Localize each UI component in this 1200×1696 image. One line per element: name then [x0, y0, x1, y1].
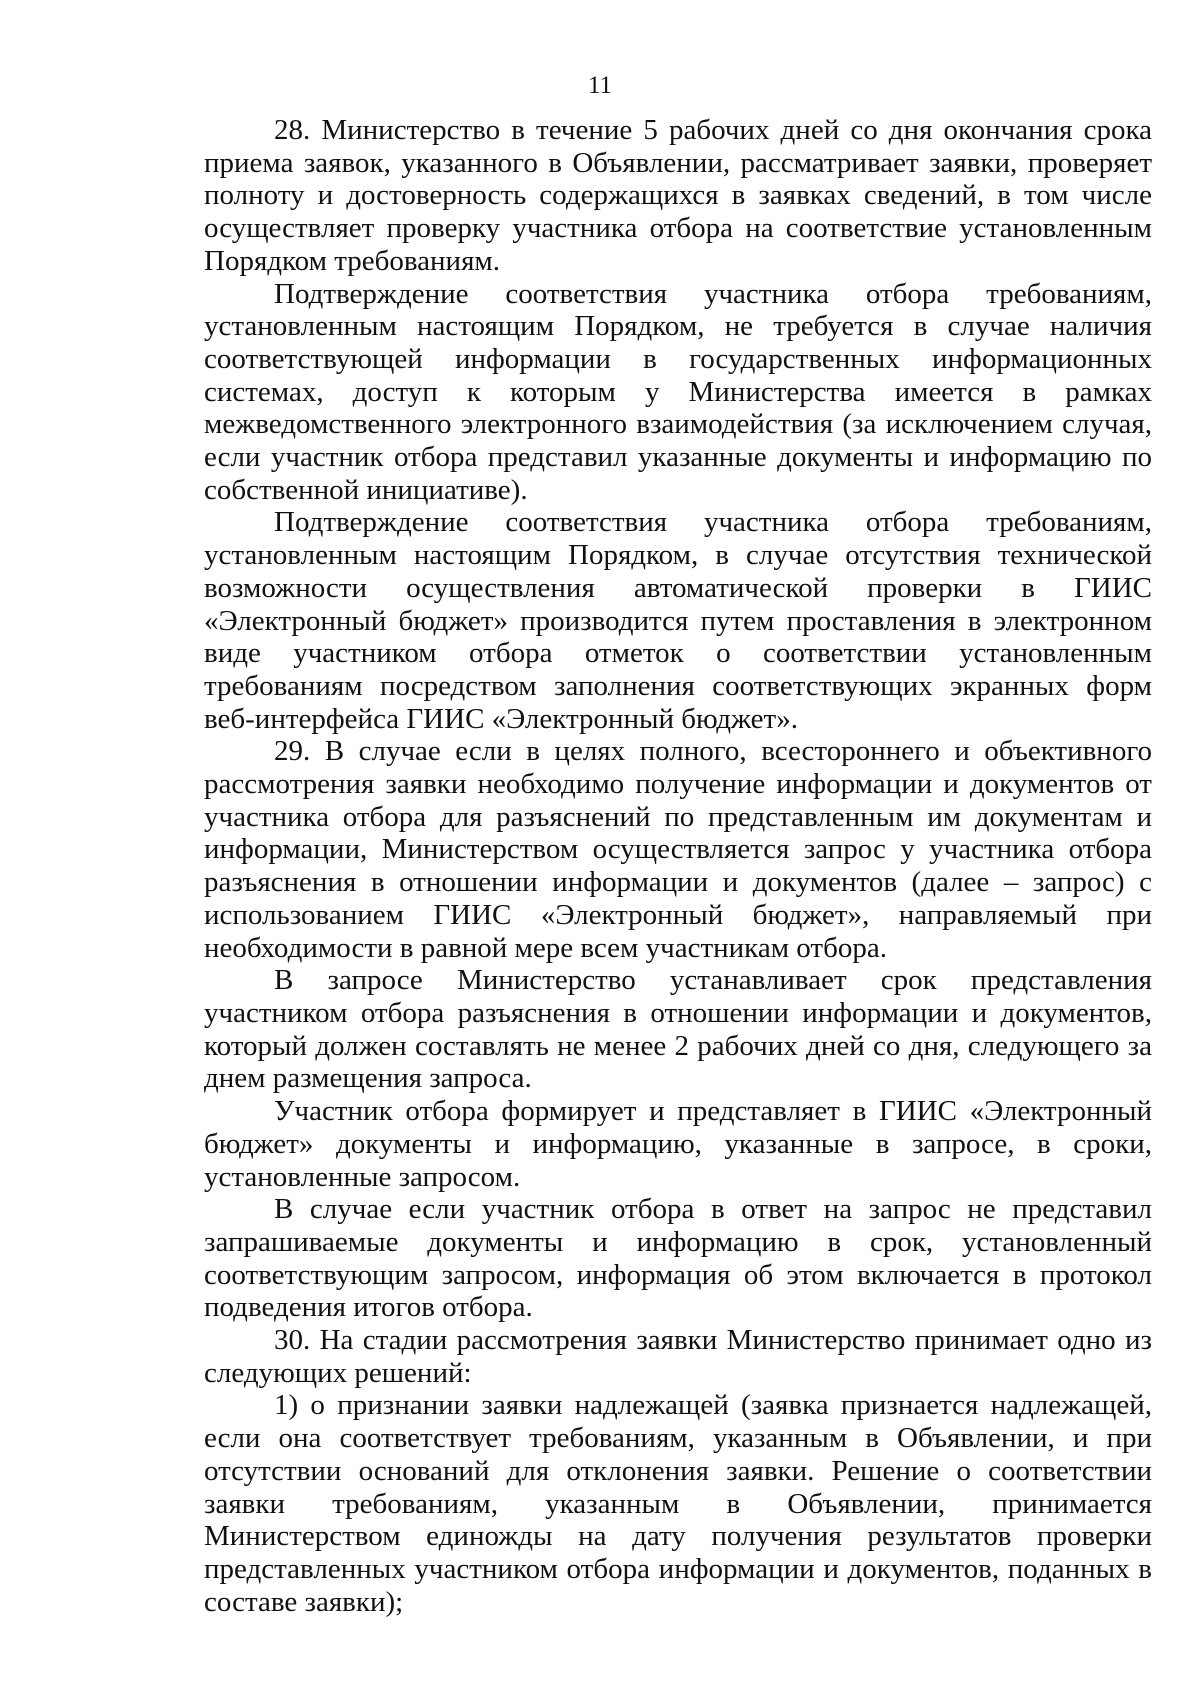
page-number: 11 — [587, 72, 613, 99]
document-body — [204, 114, 1152, 1618]
paragraph-no-response: В случае если участник отбора в ответ на запрос не представил запрашиваемые документы и информацию в срок, установленный соответствующим запросом, информация об этом включается в протокол подведения итогов отбора. — [204, 1193, 1152, 1324]
paragraph-29: 29. В случае если в целях полного, всестороннего и объективного рассмотрения заявки необходимо получение информации и документов от участника отбора для разъяснений по представленным им документам и информации, Министерством осуществляется запрос у участника отбора разъяснения в отношении информации и документов (далее – запрос) с использованием ГИИС «Электронный бюджет», направляемый при необходимости в равной мере всем участникам отбора. — [204, 735, 1152, 964]
paragraph-confirmation-manual: Подтверждение соответствия участника отбора требованиям, установленным настоящим Порядком, в случае отсутствия технической возможности осуществления автоматической проверки в ГИИС «Электронный бюджет» производится путем проставления в электронном виде участником отбора отметок о соответствии установленным требованиям посредством заполнения соответствующих экранных форм веб-интерфейса ГИИС «Электронный бюджет». — [204, 506, 1152, 735]
paragraph-request-deadline: В запросе Министерство устанавливает срок представления участником отбора разъяснения в отношении информации и документов, который должен составлять не менее 2 рабочих дней со дня, следующего за днем размещения запроса. — [204, 964, 1152, 1095]
paragraph-28: 28. Министерство в течение 5 рабочих дней со дня окончания срока приема заявок, указанного в Объявлении, рассматривает заявки, проверяет полноту и достоверность содержащихся в заявках сведений, в том числе осуществляет проверку участника отбора на соответствие установленным Порядком требованиям. — [204, 114, 1152, 277]
paragraph-participant-response: Участник отбора формирует и представляет в ГИИС «Электронный бюджет» документы и информацию, указанные в запросе, в сроки, установленные запросом. — [204, 1095, 1152, 1193]
paragraph-confirmation-not-required: Подтверждение соответствия участника отбора требованиям, установленным настоящим Порядком, не требуется в случае наличия соответствующей информации в государственных информационных системах, доступ к которым у Министерства имеется в рамках межведомственного электронного взаимодействия (за исключением случая, если участник отбора представил указанные документы и информацию по собственной инициативе). — [204, 277, 1152, 506]
paragraph-30-item-1: 1) о признании заявки надлежащей (заявка признается надлежащей, если она соответствует требованиям, указанным в Объявлении, и при отсутствии оснований для отклонения заявки. Решение о соответствии заявки требованиям, указанным в Объявлении, принимается Министерством единожды на дату получения результатов проверки представленных участником отбора информации и документов, поданных в составе заявки); — [204, 1389, 1152, 1618]
paragraph-30: 30. На стадии рассмотрения заявки Министерство принимает одно из следующих решений: — [204, 1324, 1152, 1389]
